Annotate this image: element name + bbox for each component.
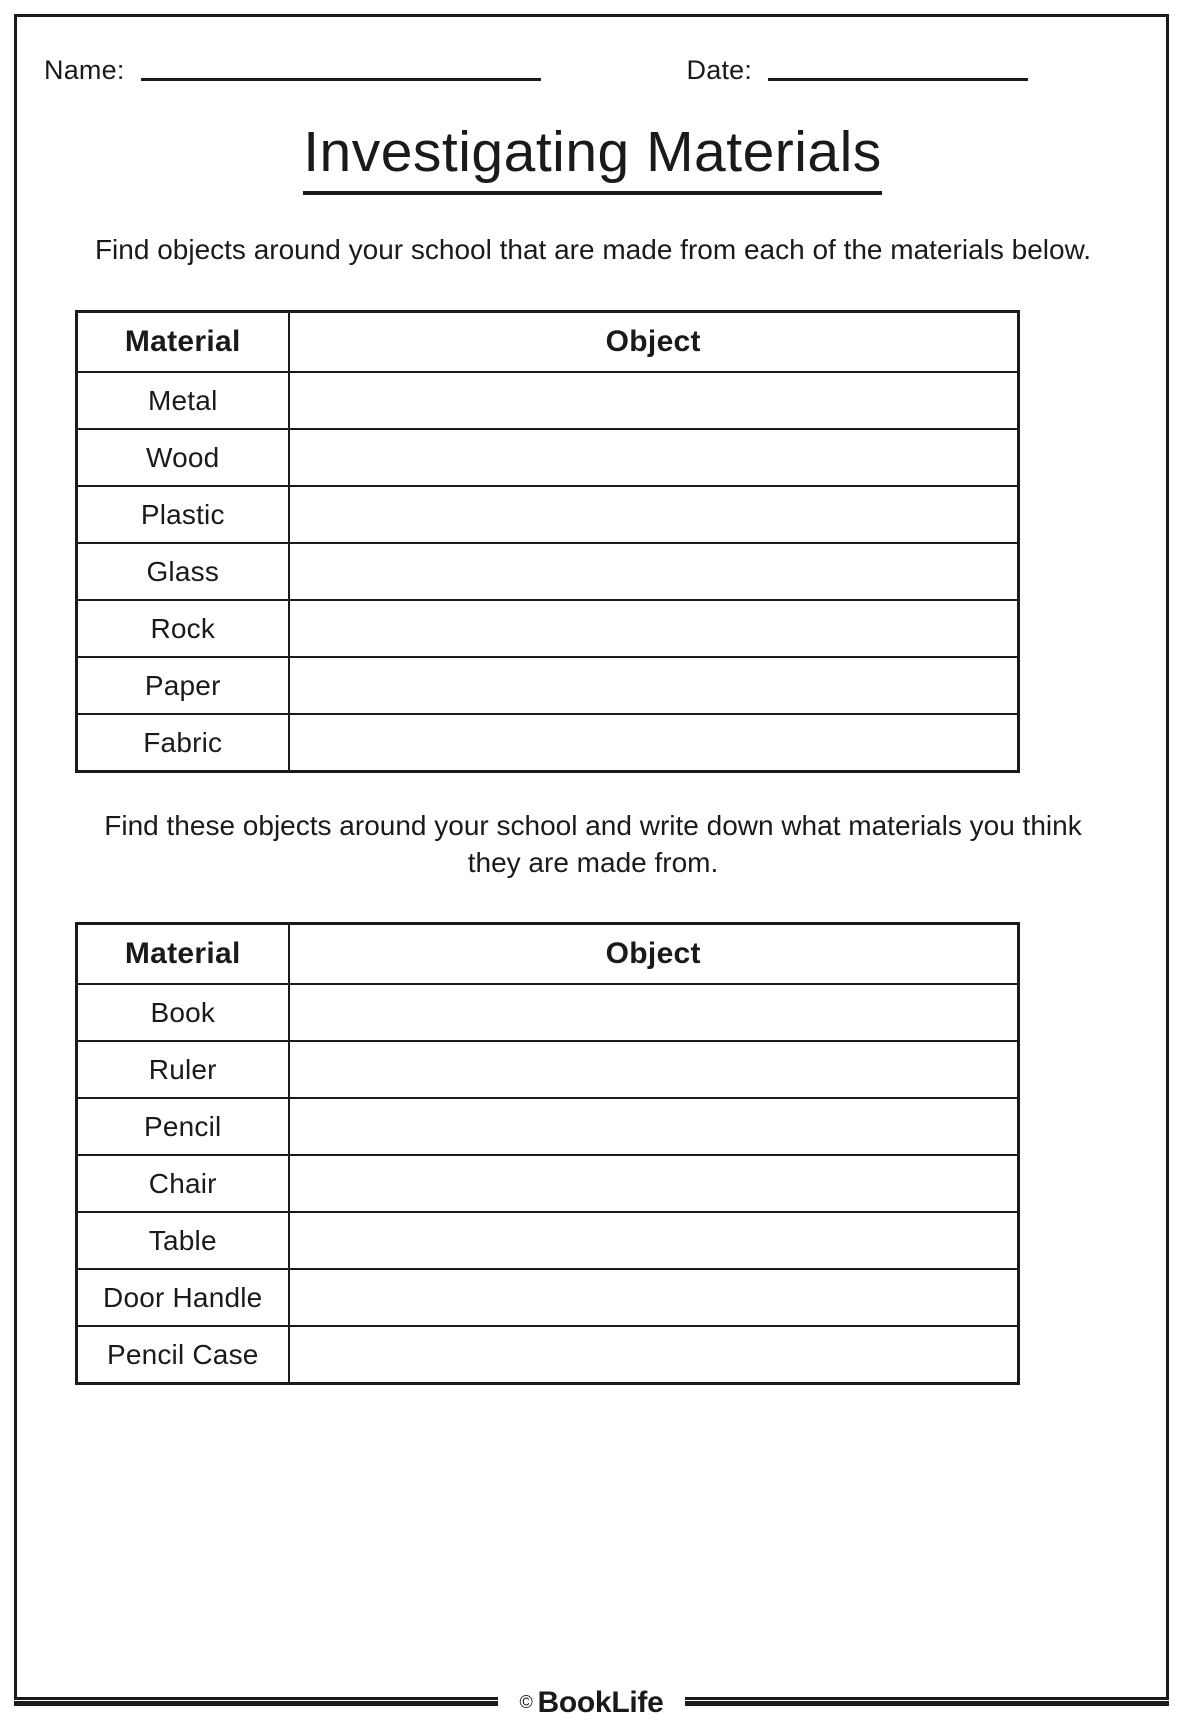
table-row <box>77 714 1019 772</box>
materials-table-body <box>77 372 1019 772</box>
object-name-cell: Table <box>77 1212 289 1269</box>
material-cell: Metal <box>77 372 289 429</box>
table-header-row <box>77 924 1019 985</box>
objects-table-body <box>77 984 1019 1384</box>
name-field-group <box>44 57 541 86</box>
page-title-text: Investigating Materials <box>303 120 882 195</box>
material-answer-cell[interactable] <box>289 1326 1019 1384</box>
instruction-text-one: Find objects around your school that are made from each of the materials below. <box>94 234 1092 265</box>
table-row <box>77 543 1019 600</box>
material-answer-cell[interactable] <box>289 1098 1019 1155</box>
footer-rule-left <box>14 1701 498 1706</box>
material-answer-cell[interactable] <box>289 1041 1019 1098</box>
table-row <box>77 429 1019 486</box>
date-write-line[interactable] <box>768 78 1028 81</box>
object-name-cell: Door Handle <box>77 1269 289 1326</box>
table-row <box>77 1098 1019 1155</box>
column-header-object: Object <box>289 312 1019 373</box>
object-answer-cell[interactable] <box>289 429 1019 486</box>
name-write-line[interactable] <box>141 78 541 81</box>
page-title <box>0 120 1185 195</box>
table-row <box>77 1041 1019 1098</box>
footer <box>14 1683 1169 1723</box>
objects-table-head <box>77 924 1019 985</box>
column-header-material: Material <box>77 924 289 985</box>
name-date-row <box>44 36 1144 86</box>
date-field-group <box>687 57 1029 86</box>
table-row <box>77 372 1019 429</box>
material-cell: Plastic <box>77 486 289 543</box>
object-name-cell: Pencil Case <box>77 1326 289 1384</box>
table-row <box>77 984 1019 1041</box>
material-cell: Glass <box>77 543 289 600</box>
object-name-cell: Book <box>77 984 289 1041</box>
object-answer-cell[interactable] <box>289 543 1019 600</box>
table-row <box>77 1212 1019 1269</box>
object-answer-cell[interactable] <box>289 657 1019 714</box>
objects-table <box>75 922 1020 1385</box>
footer-rule-right <box>685 1701 1169 1706</box>
materials-table <box>75 310 1020 773</box>
object-name-cell: Pencil <box>77 1098 289 1155</box>
material-cell: Rock <box>77 600 289 657</box>
table-row <box>77 600 1019 657</box>
column-header-object: Object <box>289 924 1019 985</box>
table-header-row <box>77 312 1019 373</box>
object-name-cell: Ruler <box>77 1041 289 1098</box>
brand-name-text: BookLife <box>537 1686 664 1719</box>
table-row <box>77 1155 1019 1212</box>
copyright-icon: © <box>519 1691 533 1712</box>
material-cell: Paper <box>77 657 289 714</box>
table-row <box>77 486 1019 543</box>
material-cell: Wood <box>77 429 289 486</box>
instruction-text-two: Find these objects around your school and write down what materials you think they are made from. <box>104 810 1082 878</box>
table-row <box>77 1269 1019 1326</box>
date-label: Date: <box>686 55 753 85</box>
table-row <box>77 1326 1019 1384</box>
object-answer-cell[interactable] <box>289 372 1019 429</box>
table-row <box>77 657 1019 714</box>
column-header-material: Material <box>77 312 289 373</box>
material-answer-cell[interactable] <box>289 1269 1019 1326</box>
object-name-cell: Chair <box>77 1155 289 1212</box>
object-answer-cell[interactable] <box>289 714 1019 772</box>
material-answer-cell[interactable] <box>289 984 1019 1041</box>
object-answer-cell[interactable] <box>289 600 1019 657</box>
object-answer-cell[interactable] <box>289 486 1019 543</box>
name-label: Name: <box>44 55 125 85</box>
materials-table-head <box>77 312 1019 373</box>
material-answer-cell[interactable] <box>289 1212 1019 1269</box>
material-cell: Fabric <box>77 714 289 772</box>
material-answer-cell[interactable] <box>289 1155 1019 1212</box>
